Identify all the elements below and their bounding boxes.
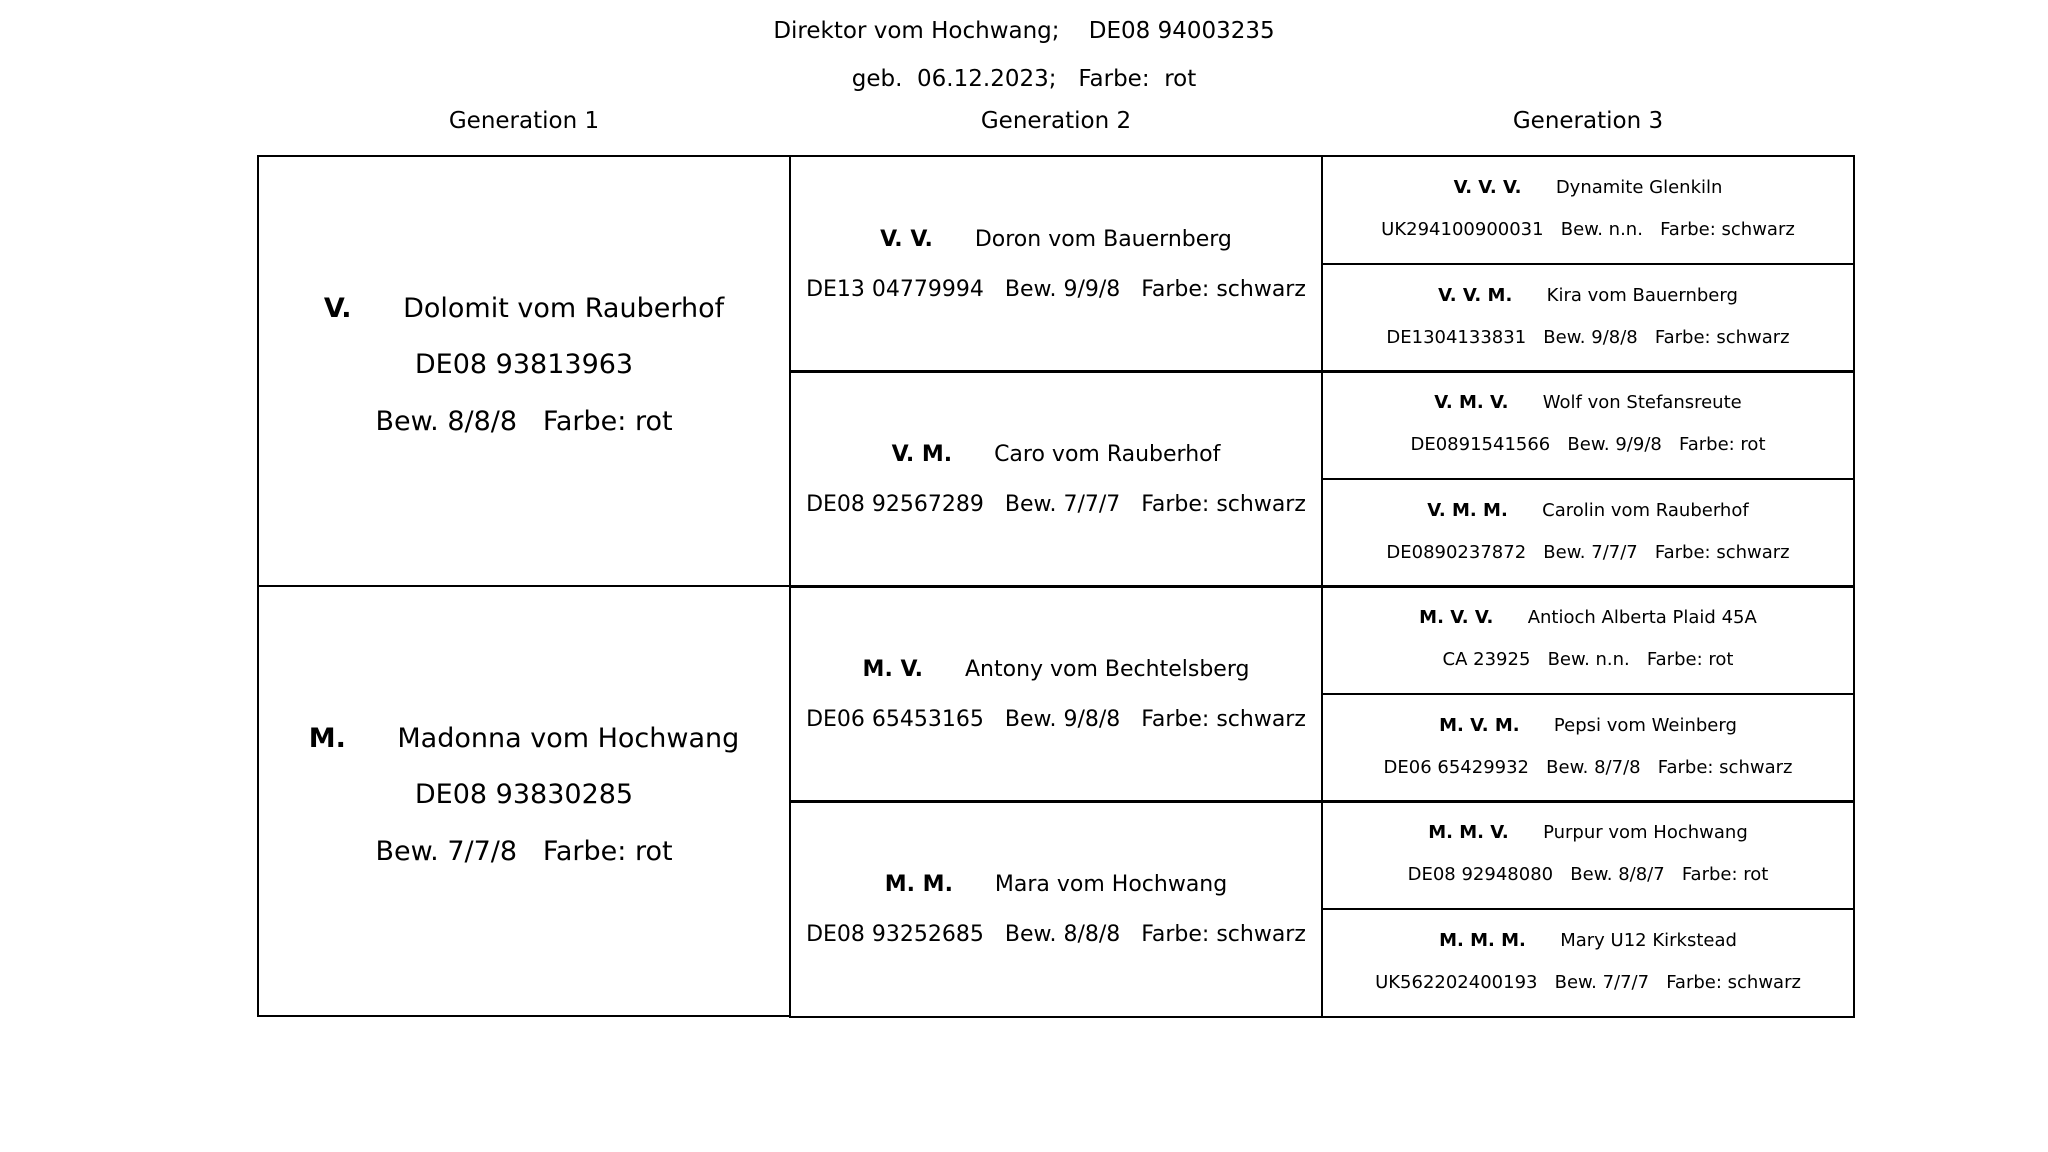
- ancestor-name: Mara vom Hochwang: [994, 872, 1228, 897]
- cell-title-line: [791, 872, 1321, 898]
- pedigree-cell-vv: [789, 155, 1323, 373]
- ancestor-details: DE06 65429932 Bew. 8/7/8 Farbe: schwarz: [1383, 757, 1793, 778]
- ancestor-name: Madonna vom Hochwang: [397, 723, 740, 754]
- ancestor-name: Doron vom Bauernberg: [974, 227, 1232, 252]
- pedigree-cell-mmv: [1321, 800, 1855, 910]
- ancestor-code: M. M.: [884, 872, 953, 897]
- pedigree-cell-sire: [257, 155, 791, 587]
- ancestor-code: V.: [323, 293, 352, 324]
- ancestor-code: V. V. M.: [1438, 285, 1513, 306]
- ancestor-details: UK294100900031 Bew. n.n. Farbe: schwarz: [1381, 219, 1795, 240]
- dog-birth-info: [0, 65, 2048, 93]
- ancestor-name: Antony vom Bechtelsberg: [964, 657, 1250, 682]
- ancestor-name: Wolf von Stefansreute: [1542, 392, 1742, 413]
- pedigree-cell-dam: [257, 585, 791, 1017]
- pedigree-cell-vvv: [1321, 155, 1855, 265]
- cell-title-line: [1323, 392, 1853, 414]
- ancestor-details: Bew. 7/7/8 Farbe: rot: [375, 836, 673, 867]
- ancestor-name: Carolin vom Rauberhof: [1542, 500, 1749, 521]
- cell-title-line: [1323, 607, 1853, 629]
- cell-title-line: [791, 657, 1321, 683]
- ancestor-details: DE1304133831 Bew. 9/8/8 Farbe: schwarz: [1386, 327, 1790, 348]
- ancestor-code: V. M. V.: [1434, 392, 1509, 413]
- ancestor-name: Purpur vom Hochwang: [1543, 822, 1748, 843]
- pedigree-cell-vvm: [1321, 263, 1855, 373]
- cell-title-line: [259, 293, 789, 325]
- cell-title-line: [1323, 715, 1853, 737]
- generation-3-header: Generation 3: [1512, 108, 1664, 134]
- pedigree-cell-mm: [789, 800, 1323, 1018]
- pedigree-cell-vmm: [1321, 478, 1855, 588]
- ancestor-code: V. V. V.: [1453, 177, 1522, 198]
- ancestor-name: Pepsi vom Weinberg: [1553, 715, 1737, 736]
- cell-title-line: [1323, 285, 1853, 307]
- ancestor-name: Dynamite Glenkiln: [1555, 177, 1723, 198]
- pedigree-cell-mvm: [1321, 693, 1855, 803]
- ancestor-code: M. M. M.: [1439, 930, 1526, 951]
- ancestor-details: DE0890237872 Bew. 7/7/7 Farbe: schwarz: [1386, 542, 1790, 563]
- ancestor-details: Bew. 8/8/8 Farbe: rot: [375, 406, 673, 437]
- ancestor-details: DE08 93252685 Bew. 8/8/8 Farbe: schwarz: [806, 922, 1306, 947]
- ancestor-code: V. M.: [891, 442, 953, 467]
- pedigree-cell-mv: [789, 585, 1323, 803]
- pedigree-cell-mvv: [1321, 585, 1855, 695]
- cell-title-line: [791, 442, 1321, 468]
- ancestor-name: Mary U12 Kirkstead: [1560, 930, 1737, 951]
- ancestor-code: M.: [308, 723, 346, 754]
- ancestor-registration: DE08 93830285: [414, 779, 634, 810]
- cell-title-line: [259, 723, 789, 755]
- dog-name-reg: Direktor vom Hochwang; DE08 94003235: [773, 18, 1275, 44]
- ancestor-code: V. V.: [880, 227, 933, 252]
- ancestor-details: DE13 04779994 Bew. 9/9/8 Farbe: schwarz: [806, 277, 1306, 302]
- ancestor-code: M. V. M.: [1439, 715, 1520, 736]
- ancestor-details: UK562202400193 Bew. 7/7/7 Farbe: schwarz: [1375, 972, 1801, 993]
- cell-title-line: [1323, 930, 1853, 952]
- ancestor-name: Antioch Alberta Plaid 45A: [1527, 607, 1757, 628]
- ancestor-details: DE06 65453165 Bew. 9/8/8 Farbe: schwarz: [806, 707, 1306, 732]
- pedigree-cell-vm: [789, 370, 1323, 588]
- generation-1-header: Generation 1: [448, 108, 600, 134]
- ancestor-details: DE0891541566 Bew. 9/9/8 Farbe: rot: [1410, 434, 1766, 455]
- cell-title-line: [1323, 822, 1853, 844]
- ancestor-details: DE08 92567289 Bew. 7/7/7 Farbe: schwarz: [806, 492, 1306, 517]
- dog-title: [0, 17, 2048, 45]
- ancestor-details: DE08 92948080 Bew. 8/8/7 Farbe: rot: [1407, 864, 1769, 885]
- ancestor-name: Caro vom Rauberhof: [994, 442, 1221, 467]
- ancestor-name: Kira vom Bauernberg: [1546, 285, 1738, 306]
- ancestor-registration: DE08 93813963: [414, 349, 634, 380]
- cell-title-line: [791, 227, 1321, 253]
- ancestor-code: M. V.: [862, 657, 924, 682]
- cell-title-line: [1323, 500, 1853, 522]
- birth-color-text: geb. 06.12.2023; Farbe: rot: [851, 66, 1197, 92]
- ancestor-details: CA 23925 Bew. n.n. Farbe: rot: [1442, 649, 1734, 670]
- pedigree-cell-vmv: [1321, 370, 1855, 480]
- generation-2-header: Generation 2: [980, 108, 1132, 134]
- ancestor-code: M. M. V.: [1428, 822, 1509, 843]
- cell-title-line: [1323, 177, 1853, 199]
- ancestor-name: Dolomit vom Rauberhof: [403, 293, 725, 324]
- ancestor-code: M. V. V.: [1419, 607, 1494, 628]
- pedigree-cell-mmm: [1321, 908, 1855, 1018]
- ancestor-code: V. M. M.: [1427, 500, 1508, 521]
